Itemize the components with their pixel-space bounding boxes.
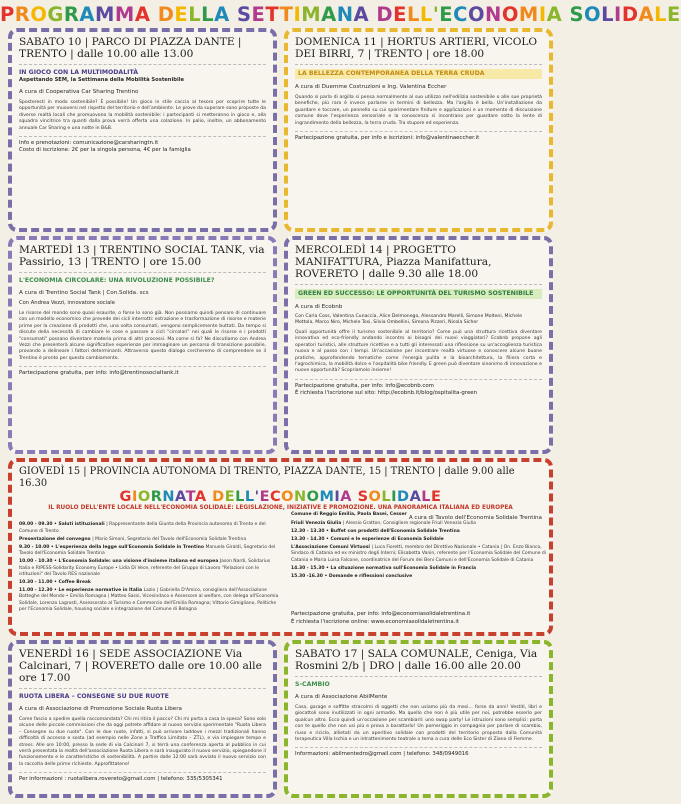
event-contact: Per informazioni : ruotalibera.rovereto@gmail.com | telefono: 335/5305341 xyxy=(19,776,223,783)
divider xyxy=(19,64,266,65)
event-sabato-17 xyxy=(284,640,553,798)
event-title: GIORNATA DELL'ECONOMIA SOLIDALE xyxy=(119,489,442,505)
schedule-time: 9.30 - 10.00 • L'esperienza della legge sull'Economia Solidale in Trentino xyxy=(19,545,206,551)
divider xyxy=(295,131,542,132)
event-organizer: A cura di Associazione di Promozione Sociale Ruota Libera xyxy=(19,706,182,712)
schedule-detail: | Mario Simoni, Segretario del Tavolo dell'Economia Solidale Trentina xyxy=(92,536,247,542)
schedule-time: 11.00 - 12.30 • Le esperienze normative in Italia xyxy=(19,588,144,594)
divider xyxy=(295,64,542,65)
schedule-item xyxy=(291,512,549,518)
event-sabato-10 xyxy=(8,28,277,232)
event-contact: Partecipazione gratuita, per info e iscrizioni: info@valentinaeccher.it xyxy=(295,135,480,142)
event-description: Quando si parla di argilla si pensa normalmente al suo utilizzo nell'edilizia sostenibile o alle sue proprietà benefiche, più raro è invece parlarne in termini di bellezza. Ma l'argilla è bella. Un'installazione da guardare e toccare, un pennello su cui sperimentare finiture e applicazioni e un momento di discussione comune dove l'esperienza sensoriale e la conoscenza si incontrano per guardare sotto la lente di ingrandimento della bellezza, la terra cruda. Tra stupore ed esperienza. xyxy=(295,95,542,126)
schedule-detail: Lazio | Gabriella D'Amico, consigliera dell'Associazione Botteghe del Mondo • Emilia Romagna | Matteo Sassi, Vicesindaco e Assessore al welfare, con delega all'Economia Solidale, Lorenzo Lagrosti, Assessorato al Turismo e Commercio dell'Emilia Romagna; Vittorio Gimigliano, Politiche per l'Economia Solidale, housing sociale e integrazione del Comune di Bologna xyxy=(19,588,279,612)
event-contact: Partecipazione gratuita, per info: info@economiasolidaletrentina.it È richiesta l'iscrizione online: www.economiasolidaletrentina.it xyxy=(291,611,471,625)
schedule-detail: | Luca Fioretti, membro del Direttivo Nazionale • Catania | On. Enzo Bianco, Sindaco di Catania ed ex ministro degli Interni; Elisabetta Vanin, referente per l'Economia Solidale del Comune di Catania e Maria Luisa Falcone, coordinatrice del Forum dei Beni Comuni e dell'Economia Solidale di Catania xyxy=(291,545,546,563)
schedule-time: L'Associazione Comuni Virtuosi xyxy=(291,545,372,551)
schedule-detail: | Alessio Gratton, Consigliere regionale Friuli Venezia Giulia xyxy=(342,520,476,526)
schedule-item xyxy=(291,529,549,535)
schedule-item xyxy=(19,559,281,578)
event-title: RUOTA LIBERA – CONSEGNE SU DUE RUOTE xyxy=(19,693,169,700)
divider xyxy=(295,676,542,677)
schedule-time: 15.30 -16.30 • Domande e riflessioni conclusive xyxy=(291,574,413,580)
schedule-item xyxy=(291,521,549,527)
event-theme: IL RUOLO DELL'ENTE LOCALE NELL'ECONOMIA SOLIDALE: LEGISLAZIONE, INIZIATIVE E PROMOZIONE. UNA PANORAMICA ITALIANA ED EUROPEA xyxy=(48,505,513,511)
schedule-morning xyxy=(19,522,281,615)
event-subtitle: Aspettando SEM, la Settimana della Mobilità Sostenibile xyxy=(19,77,185,83)
divider xyxy=(295,747,542,748)
event-header: VENERDÌ 16 | SEDE ASSOCIAZIONE Via Calcinari, 7 | ROVERETO dalle ore 10.00 alle ore 17.00 xyxy=(19,648,262,684)
event-mercoledi-14 xyxy=(284,236,553,454)
event-organizer: A cura di Associazione AbilMente xyxy=(295,694,388,700)
schedule-item xyxy=(291,566,549,572)
schedule-time: 14.30 - 15.30 • La situazione normativa sull'Economia Solidale in Francia xyxy=(291,565,477,571)
event-organizer: A cura di Tavolo dell'Economia Solidale Trentina xyxy=(408,515,542,522)
divider xyxy=(19,136,266,137)
event-description: Quali opportunità offre il turismo sostenibile al territorio? Come può una struttura ricettiva diventare innovativa ed eco-friendly andando incontro ai bisogni dei nuovi viaggiatori? Ecobnb propone agli operatori turistici, alle strutture ricettive e a tutti gli interessati una riflessione su un'accoglienza turistica nuova e al passo con i tempi. Un'occasione per incontrare realtà virtuose e conoscere alcune buone pratiche, approfondendo tematiche come l'energia pulita e la bioarchitettura, la filiera corta e l'agrochimica, la mobilità dolce e l'ospitalità bike friendly. E green può diventare sinonimo di innovazione e nuove opportunità? Scopriamolo insieme! xyxy=(295,330,542,374)
event-title: IN GIOCO CON LA MULTIMODALITÀ xyxy=(19,69,138,76)
schedule-time: Presentazione del convegno xyxy=(19,536,93,542)
divider xyxy=(19,272,266,273)
schedule-detail: Jason Nardi, Solidarius Italia e RIPESS-Solidarity Economy Europe • Lidia Di Vece, referente del Gruppo di Lavoro "Relazioni con le istituzioni" del Tavolo RES nazionale xyxy=(19,559,271,577)
event-contact: Informazioni: abilmentedro@gmail.com | telefono: 348/0949016 xyxy=(295,751,469,758)
schedule-afternoon xyxy=(291,512,549,582)
event-header: DOMENICA 11 | HORTUS ARTIERI, VICOLO DEI BIRRI, 7 | TRENTO | ore 18.00 xyxy=(295,36,538,60)
event-header: MERCOLEDÌ 14 | PROGETTO MANIFATTURA, Piazza Manifattura, ROVERETO | dalle 9.30 alle 18.00 xyxy=(295,244,492,280)
event-contact: Info e prenotazioni: comunicazione@carsharingtn.it Costo di iscrizione: 2€ per la singola persona, 4€ per la famiglia xyxy=(19,140,191,154)
schedule-time: Friuli Venezia Giulia xyxy=(291,520,343,526)
event-header: SABATO 17 | SALA COMUNALE, Ceniga, Via Rosmini 2/b | DRO | dalle 16.00 alle 20.00 xyxy=(295,648,538,672)
event-title: S-CAMBIO xyxy=(295,681,330,688)
event-organizer: A cura di Duemme Costruzioni e Ing. Valentina Eccher xyxy=(295,84,447,90)
schedule-item xyxy=(19,522,281,534)
schedule-item xyxy=(19,545,281,557)
schedule-time: 09.00 - 09.30 • Saluti istituzionali xyxy=(19,522,107,528)
schedule-detail: Manuela Giraldi, Segretario del Tavolo dell'Economia Solidale Trentina xyxy=(19,545,276,557)
event-organizer: A cura di Cooperativa Car Sharing Trentino xyxy=(19,89,139,95)
schedule-item xyxy=(19,537,281,543)
schedule-detail: | Rappresentante della Giunta della Provincia autonoma di Trento e del Comune di Trento xyxy=(19,522,266,534)
event-header: MARTEDÌ 13 | TRENTINO SOCIAL TANK, via Passirio, 13 | TRENTO | ore 15.00 xyxy=(19,244,265,268)
divider xyxy=(295,284,542,285)
event-header: SABATO 10 | PARCO DI PIAZZA DANTE | TRENTO | dalle 10.00 alle 13.00 xyxy=(19,36,242,60)
divider xyxy=(19,366,266,367)
event-description: Come fascio a spedire quella raccomandata? Chi mi ritira il pacco? Chi mi porta a casa la spesa? Sono solo alcune delle piccole commissioni che da oggi potrete affidare al nuovo servizio sperimentale "Ruota Libera – Consegne su due ruote". Con le due ruote, infatti, si può arrivare laddove i mezzi tradizionali hanno difficoltà di accesso e sosta (ad esempio nelle Zone a Traffico Limitato – ZTL), e via impiegare tempo e stress. Alle ore 10:00, presso la sede di via Calcinari 7, si terrà una conferenza aperta al pubblico in cui verrà presentata la realtà dell'associazione Ruota Libera e sarà inaugurato il nuovo servizio, spiegandone il funzionamento e le caratteristiche di sostenibilità. A partire dalle 12:00 sarà avviato il nuovo servizio con la raccolta delle prime richieste. Approfittatene! xyxy=(19,717,266,767)
page-title: PROGRAMMA DELLA SETTIMANA DELL'ECONOMIA SOLIDALE xyxy=(0,3,681,26)
event-domenica-11 xyxy=(284,28,553,232)
event-description: Le risorse del mondo sono quasi esaurite, o forse lo sono già. Non possiamo quindi pensare di continuare con un modello economico che prevede dei cicli interrotti: estrazione e trasformazione di risorse e materie prime per la creazione di prodotti che, una volta consumati, vengono semplicemente buttati. Da tempo si discute della necessità di cambiare le cose e passare a cicli "circolari" nei quali le risorse e i prodotti "consumati" possano diventare materia prima di altri processi. Ma come si fa? Ne discutiamo con Andrea Vezzi che presenterà alcune significative esperienze per immaginare un percorso di transizione possibile, provando a delineare i fattori determinanti. Attraverso questo dialogo cercheremo di comprendere se il Trentino è pronto per questo cambiamento. xyxy=(19,311,266,361)
schedule-time: 10.00 - 10.30 • L'Economia Solidale: una visione d'insieme italiana ed europea xyxy=(19,559,220,565)
event-contact: Partecipazione gratuita, per info: info@ecobnb.com È richiesta l'iscrizione sul sito: http://ecobnb.it/blog/ospitalita-green xyxy=(295,382,478,397)
event-guests: Con Carla Coss, Valentina Cunaccia, Alice Delmonego, Alessandro Marelli, Simone Molteni, Michele Mottola, Marco Niro, Michele Tosi, Silvia Ombellini, Simona Pizzeri, Nicola Sicher xyxy=(295,314,523,325)
schedule-item xyxy=(19,588,281,613)
schedule-item xyxy=(19,580,281,586)
schedule-time: 13.30 - 14.30 • Comuni e le esperienze di Economia Solidale xyxy=(291,537,444,543)
event-martedi-13 xyxy=(8,236,277,454)
event-giovedi-15 xyxy=(8,458,553,636)
schedule-time: Comune di Reggio Emilia, Paola Basei, Cesser xyxy=(291,512,407,518)
schedule-time: 12.30 - 13.30 • Buffet con prodotti dell'Economia Solidale Trentina xyxy=(291,528,460,534)
schedule-item xyxy=(291,537,549,543)
event-header: GIOVEDÌ 15 | PROVINCIA AUTONOMA DI TRENTO, PIAZZA DANTE, 15 | TRENTO | dalle 9.00 alle 16.30 xyxy=(19,466,515,489)
event-venerdi-16 xyxy=(8,640,277,798)
event-contact: Partecipazione gratuita, per info: info@trentinosocialtank.it xyxy=(19,370,179,377)
schedule-time: 10.30 - 11.00 • Coffee Break xyxy=(19,580,91,586)
event-organizer: A cura di Trentino Social Tank | Con.Solida. scs xyxy=(19,290,149,296)
event-title: LA BELLEZZA CONTEMPORANEA DELLA TERRA CRUDA xyxy=(295,69,542,79)
event-description: Casa, garage e soffitte stracolmi di oggetti che non usiamo più da mesi... forse da anni! Vestiti, libri e giocattoli sono inutilizzati in ogni armadio. Ma quello che non è più utile per noi, potrebbe esserlo per qualcun altro. Ecco quindi un'occasione per scambiarli: uno swap party! Le istruzioni sono semplici: porta con te quello che non usi più e prova a barattarlo! Un pomeriggio in compagnia per parlare di scambio, riuso e riciclo, allietati da un aperitivo solidale con prodotti del territorio proposto dalla Comunità terapeutica Villa Ischia e un intrattenimento teatrale a tema a cura delle Eco Sister di Ziano di Fiemme. xyxy=(295,705,542,743)
schedule-item xyxy=(291,545,549,564)
divider xyxy=(19,688,266,689)
schedule-item xyxy=(291,574,549,580)
divider xyxy=(19,772,266,773)
divider xyxy=(295,379,542,380)
event-title: GREEN ED SUCCESSO: LE OPPORTUNITÀ DEL TURISMO SOSTENIBILE xyxy=(295,289,542,299)
event-guest: Con Andrea Vezzi, innovatore sociale xyxy=(19,300,115,306)
event-description: Sposteresti in modo sostenibile? È possibile! Un gioco in stile caccia al tesoro per scoprire tutte le opportunità per muoversi nel rispetto del territorio e dell'ambiente. Le prove da superare sono proposte da diverse realtà locali che promuovono la mobilità sostenibile: i partecipanti si metteranno in gioco e, alla squadra vincitrice tra quanti dalla prova verrà offerta una colazione. In palio, inoltre, un abbonamento annuale Car Sharing e una notte in B&B. xyxy=(19,100,266,131)
event-organizer: A cura di Ecobnb xyxy=(295,304,343,310)
event-title: L'ECONOMIA CIRCOLARE: UNA RIVOLUZIONE POSSIBILE? xyxy=(19,277,215,284)
